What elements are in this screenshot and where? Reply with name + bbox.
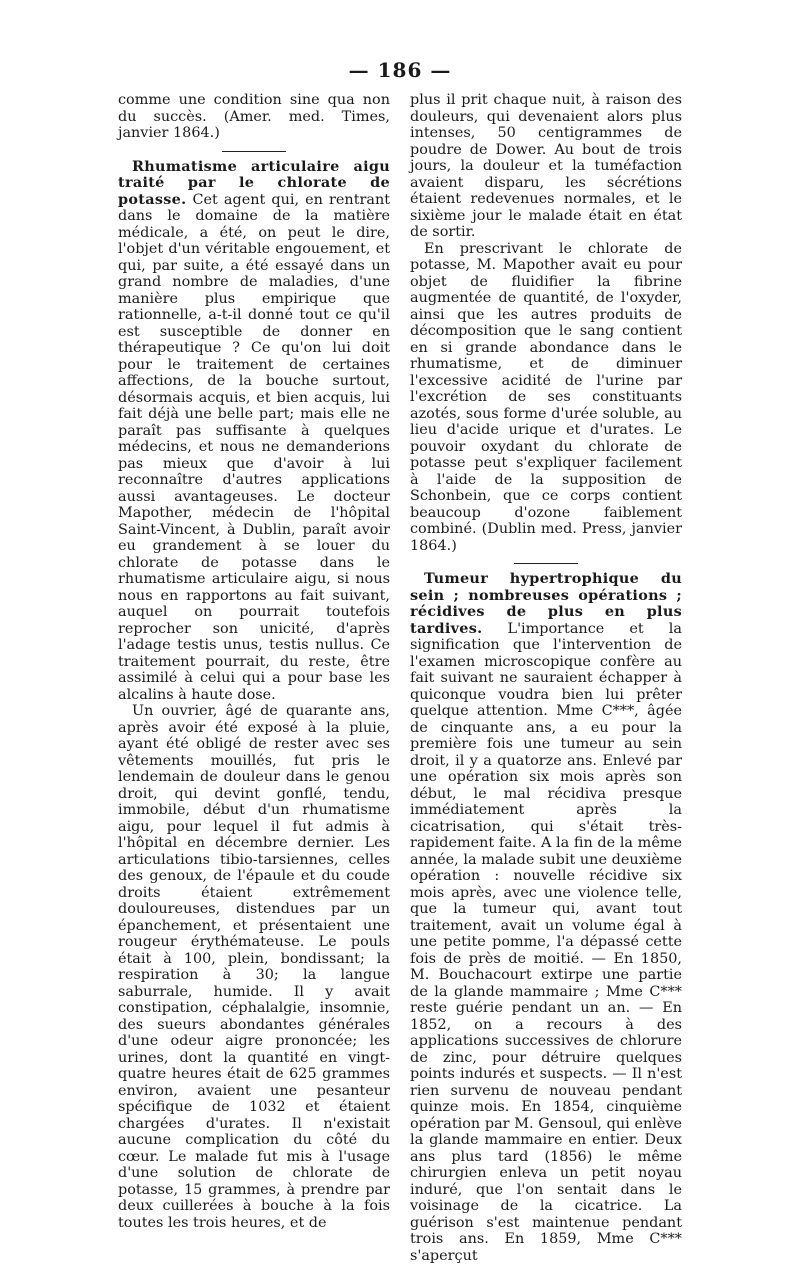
page-number: — 186 — <box>348 58 452 82</box>
right-column <box>410 92 682 1264</box>
article-paragraph <box>410 571 682 1264</box>
paragraph: plus il prit chaque nuit, à raison des douleurs, qui devenaient alors plus intenses, 50 centigrammes de poudre de Dower. Au bout de trois jours, la douleur et la tuméfaction avaient disparu, les sécrétions étaient redevenues normales, et le sixième jour le malade était en état de sortir. <box>410 92 682 240</box>
article-paragraph <box>118 159 390 704</box>
section-divider <box>222 151 286 152</box>
article-heading: Tumeur hypertrophique du sein ; nombreuses opérations ; récidives de plus en plus tardives. <box>410 570 682 637</box>
article-body: L'importance et la signification que l'intervention de l'examen microscopique confère au fait suivant ne sauraient échapper à quiconque voudra bien lui prêter quelque attention. Mme C***, âgée de cinquante ans, a eu pour la première fois une tumeur au sein droit, il y a quatorze ans. Enlevé par une opération six mois après son début, le mal récidiva presque immédiatement après la cicatrisation, qui s'était très-rapidement faite. A la fin de la même année, la malade subit une deuxième opération : nouvelle récidive six mois après, avec une violence telle, que la tumeur qui, avant tout traitement, avait un volume égal à une petite pomme, l'a dépassé cette fois de près de moitié. — En 1850, M. Bouchacourt extirpe une partie de la glande mammaire ; Mme C*** reste guérie pendant un an. — En 1852, on a recours à des applications successives de chlorure de zinc, pour détruire quelques points indurés et suspects. — Il n'est rien survenu de nouveau pendant quinze mois. En 1854, cinquième opération par M. Gensoul, qui enlève la glande mammaire en entier. Deux ans plus tard (1856) le même chirurgien enleva un petit noyau induré, que l'on sentait dans le voisinage de la cicatrice. La guérison s'est maintenue pendant trois ans. En 1859, Mme C*** s'aperçut <box>410 620 682 1264</box>
section-divider <box>514 563 578 564</box>
paragraph: comme une condition sine qua non du succès. (Amer. med. Times, janvier 1864.) <box>118 92 390 141</box>
left-column <box>118 92 390 1231</box>
paragraph: En prescrivant le chlorate de potasse, M. Mapother avait eu pour objet de fluidifier la fibrine augmentée de quantité, de l'oxyder, ainsi que les autres produits de décomposition que le sang contient en si grande abondance dans le rhumatisme, et de diminuer l'excessive acidité de l'urine par l'excrétion de ses constituants azotés, sous forme d'urée soluble, au lieu d'acide urique et d'urates. Le pouvoir oxydant du chlorate de potasse peut s'expliquer facilement à l'aide de la supposition de Schonbein, que ce corps contient beaucoup d'ozone faiblement combiné. (Dublin med. Press, janvier 1864.) <box>410 240 682 554</box>
article-heading: Rhumatisme articulaire aigu traité par le chlorate de potasse. <box>118 157 390 208</box>
article-body: Cet agent qui, en rentrant dans le domaine de la matière médicale, a été, on peut le dire, l'objet d'un véritable engouement, et qui, par suite, a été essayé dans un grand nombre de maladies, d'une manière plus empirique que rationnelle, a-t-il donné tout ce qu'il est susceptible de donner en thérapeutique ? Ce qu'on lui doit pour le traitement de certaines affections, de la bouche surtout, désormais acquis, et bien acquis, lui fait déjà une belle part; mais elle ne paraît pas suffisante à quelques médecins, et nous ne demanderions pas mieux que d'avoir à lui reconnaître d'autres applications aussi avantageuses. Le docteur Mapother, médecin de l'hôpital Saint-Vincent, à Dublin, paraît avoir eu grandement à se louer du chlorate de potasse dans le rhumatisme articulaire aigu, si nous nous en rapportons au fait suivant, auquel on pourrait toutefois reprocher son unicité, d'après l'adage testis unus, testis nullus. Ce traitement pourrait, du reste, être assimilé à celui qui a pour base les alcalins à haute dose. <box>118 191 390 703</box>
paragraph: Un ouvrier, âgé de quarante ans, après avoir été exposé à la pluie, ayant été obligé de rester avec ses vêtements mouillés, fut pris le lendemain de douleur dans le genou droit, qui devint gonflé, tendu, immobile, début d'un rhumatisme aigu, pour lequel il fut admis à l'hôpital en décembre dernier. Les articulations tibio-tarsiennes, celles des genoux, de l'épaule et du coude droits étaient extrêmement douloureuses, distendues par un épanchement, et présentaient une rougeur érythémateuse. Le pouls était à 100, plein, bondissant; la respiration à 30; la langue saburrale, humide. Il y avait constipation, céphalalgie, insomnie, des sueurs abondantes générales d'une odeur aigre prononcée; les urines, dont la quantité en vingt-quatre heures était de 625 grammes environ, avaient une pesanteur spécifique de 1032 et étaient chargées d'urates. Il n'existait aucune complication du côté du cœur. Le malade fut mis à l'usage d'une solution de chlorate de potasse, 15 grammes, à prendre par deux cuillerées à bouche à la fois toutes les trois heures, et de <box>118 703 390 1231</box>
